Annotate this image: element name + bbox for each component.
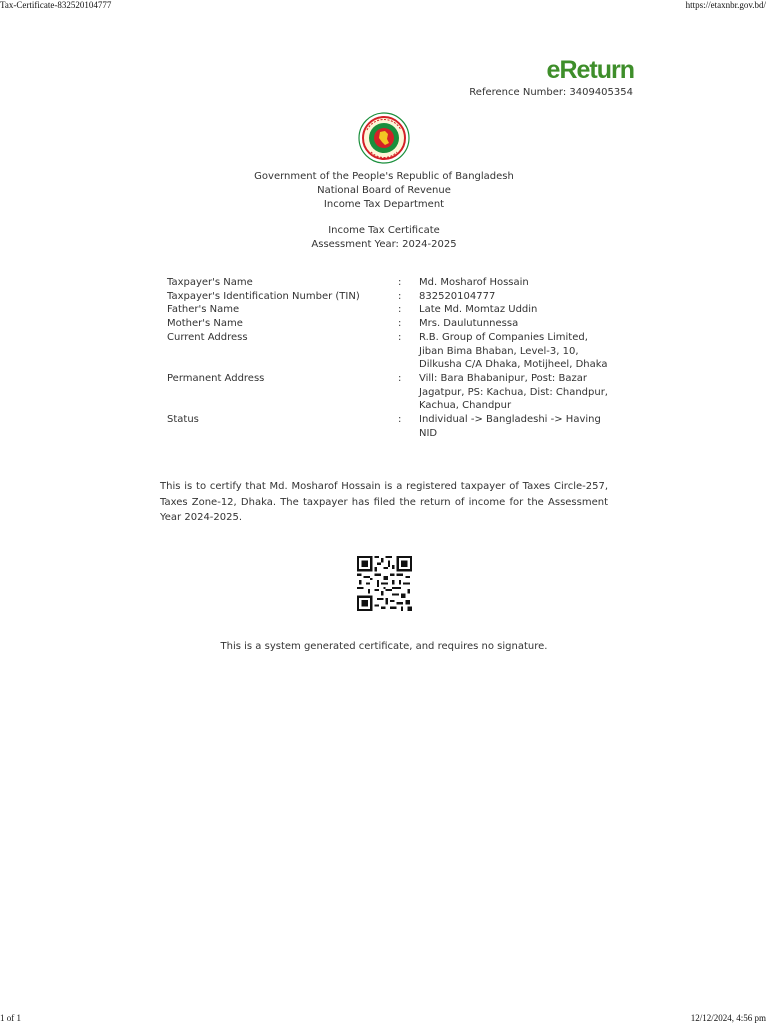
org-department: Income Tax Department <box>323 199 445 210</box>
field-separator: : <box>398 331 402 343</box>
print-doc-title: Tax-Certificate-832520104777 <box>0 0 112 10</box>
field-label: Status <box>167 414 199 426</box>
row-current-address <box>167 331 617 372</box>
field-separator: : <box>398 290 402 302</box>
field-value: R.B. Group of Companies Limited, Jiban Bima Bhaban, Level-3, 10, Dilkusha C/A Dhaka, Motijheel, Dhaka <box>419 331 608 371</box>
field-label: Current Address <box>167 331 248 343</box>
qr-code-icon <box>357 556 412 611</box>
field-value: Md. Mosharof Hossain <box>419 277 529 288</box>
field-label: Mother's Name <box>167 318 243 330</box>
field-value: 832520104777 <box>419 290 496 302</box>
taxpayer-info-table <box>167 276 617 440</box>
ereturn-logo <box>547 56 634 84</box>
field-label: Permanent Address <box>167 372 265 384</box>
field-value: Individual -> Bangladeshi -> Having NID <box>419 414 601 439</box>
print-url: https://etaxnbr.gov.bd/ <box>685 0 766 10</box>
print-datetime: 12/12/2024, 4:56 pm <box>690 1013 766 1023</box>
print-header <box>0 0 768 12</box>
certification-statement: This is to certify that Md. Mosharof Hossain is a registered taxpayer of Taxes Circle-257, Taxes Zone-12, Dhaka. The taxpayer has filed the return of income for the Assessment Year 2024-2025. <box>160 481 608 523</box>
field-label: Taxpayer's Identification Number (TIN) <box>167 290 360 302</box>
system-generated-note: This is a system generated certificate, and requires no signature. <box>220 641 548 652</box>
logo-e: e <box>546 56 560 84</box>
field-separator: : <box>398 304 402 316</box>
certificate-title: Income Tax Certificate <box>328 225 440 236</box>
org-nbr: National Board of Revenue <box>317 185 451 196</box>
field-label: Father's Name <box>167 304 240 316</box>
logo-return: Return <box>559 56 634 84</box>
field-separator: : <box>398 414 402 426</box>
row-taxpayer-name <box>167 276 617 290</box>
row-tin <box>167 290 617 304</box>
certificate-heading <box>0 224 768 252</box>
org-government: Government of the People's Republic of Bangladesh <box>254 171 514 182</box>
assessment-year: Assessment Year: 2024-2025 <box>311 239 457 250</box>
organization-block <box>0 170 768 212</box>
page-count: 1 of 1 <box>0 1013 21 1023</box>
row-permanent-address <box>167 372 617 413</box>
field-value: Vill: Bara Bhabanipur, Post: Bazar Jagatpur, PS: Kachua, Dist: Chandpur, Kachua, Chandpur <box>419 372 608 412</box>
field-separator: : <box>398 372 402 384</box>
field-label: Taxpayer's Name <box>167 277 253 288</box>
field-value: Mrs. Daulutunnessa <box>419 318 519 330</box>
field-separator: : <box>398 277 402 288</box>
field-value: Late Md. Momtaz Uddin <box>419 304 538 316</box>
row-mother-name <box>167 317 617 331</box>
reference-number: Reference Number: 3409405354 <box>469 87 633 98</box>
bangladesh-government-seal-icon <box>357 112 411 164</box>
field-separator: : <box>398 318 402 330</box>
row-status <box>167 413 617 440</box>
row-father-name <box>167 303 617 317</box>
print-footer <box>0 1013 768 1025</box>
